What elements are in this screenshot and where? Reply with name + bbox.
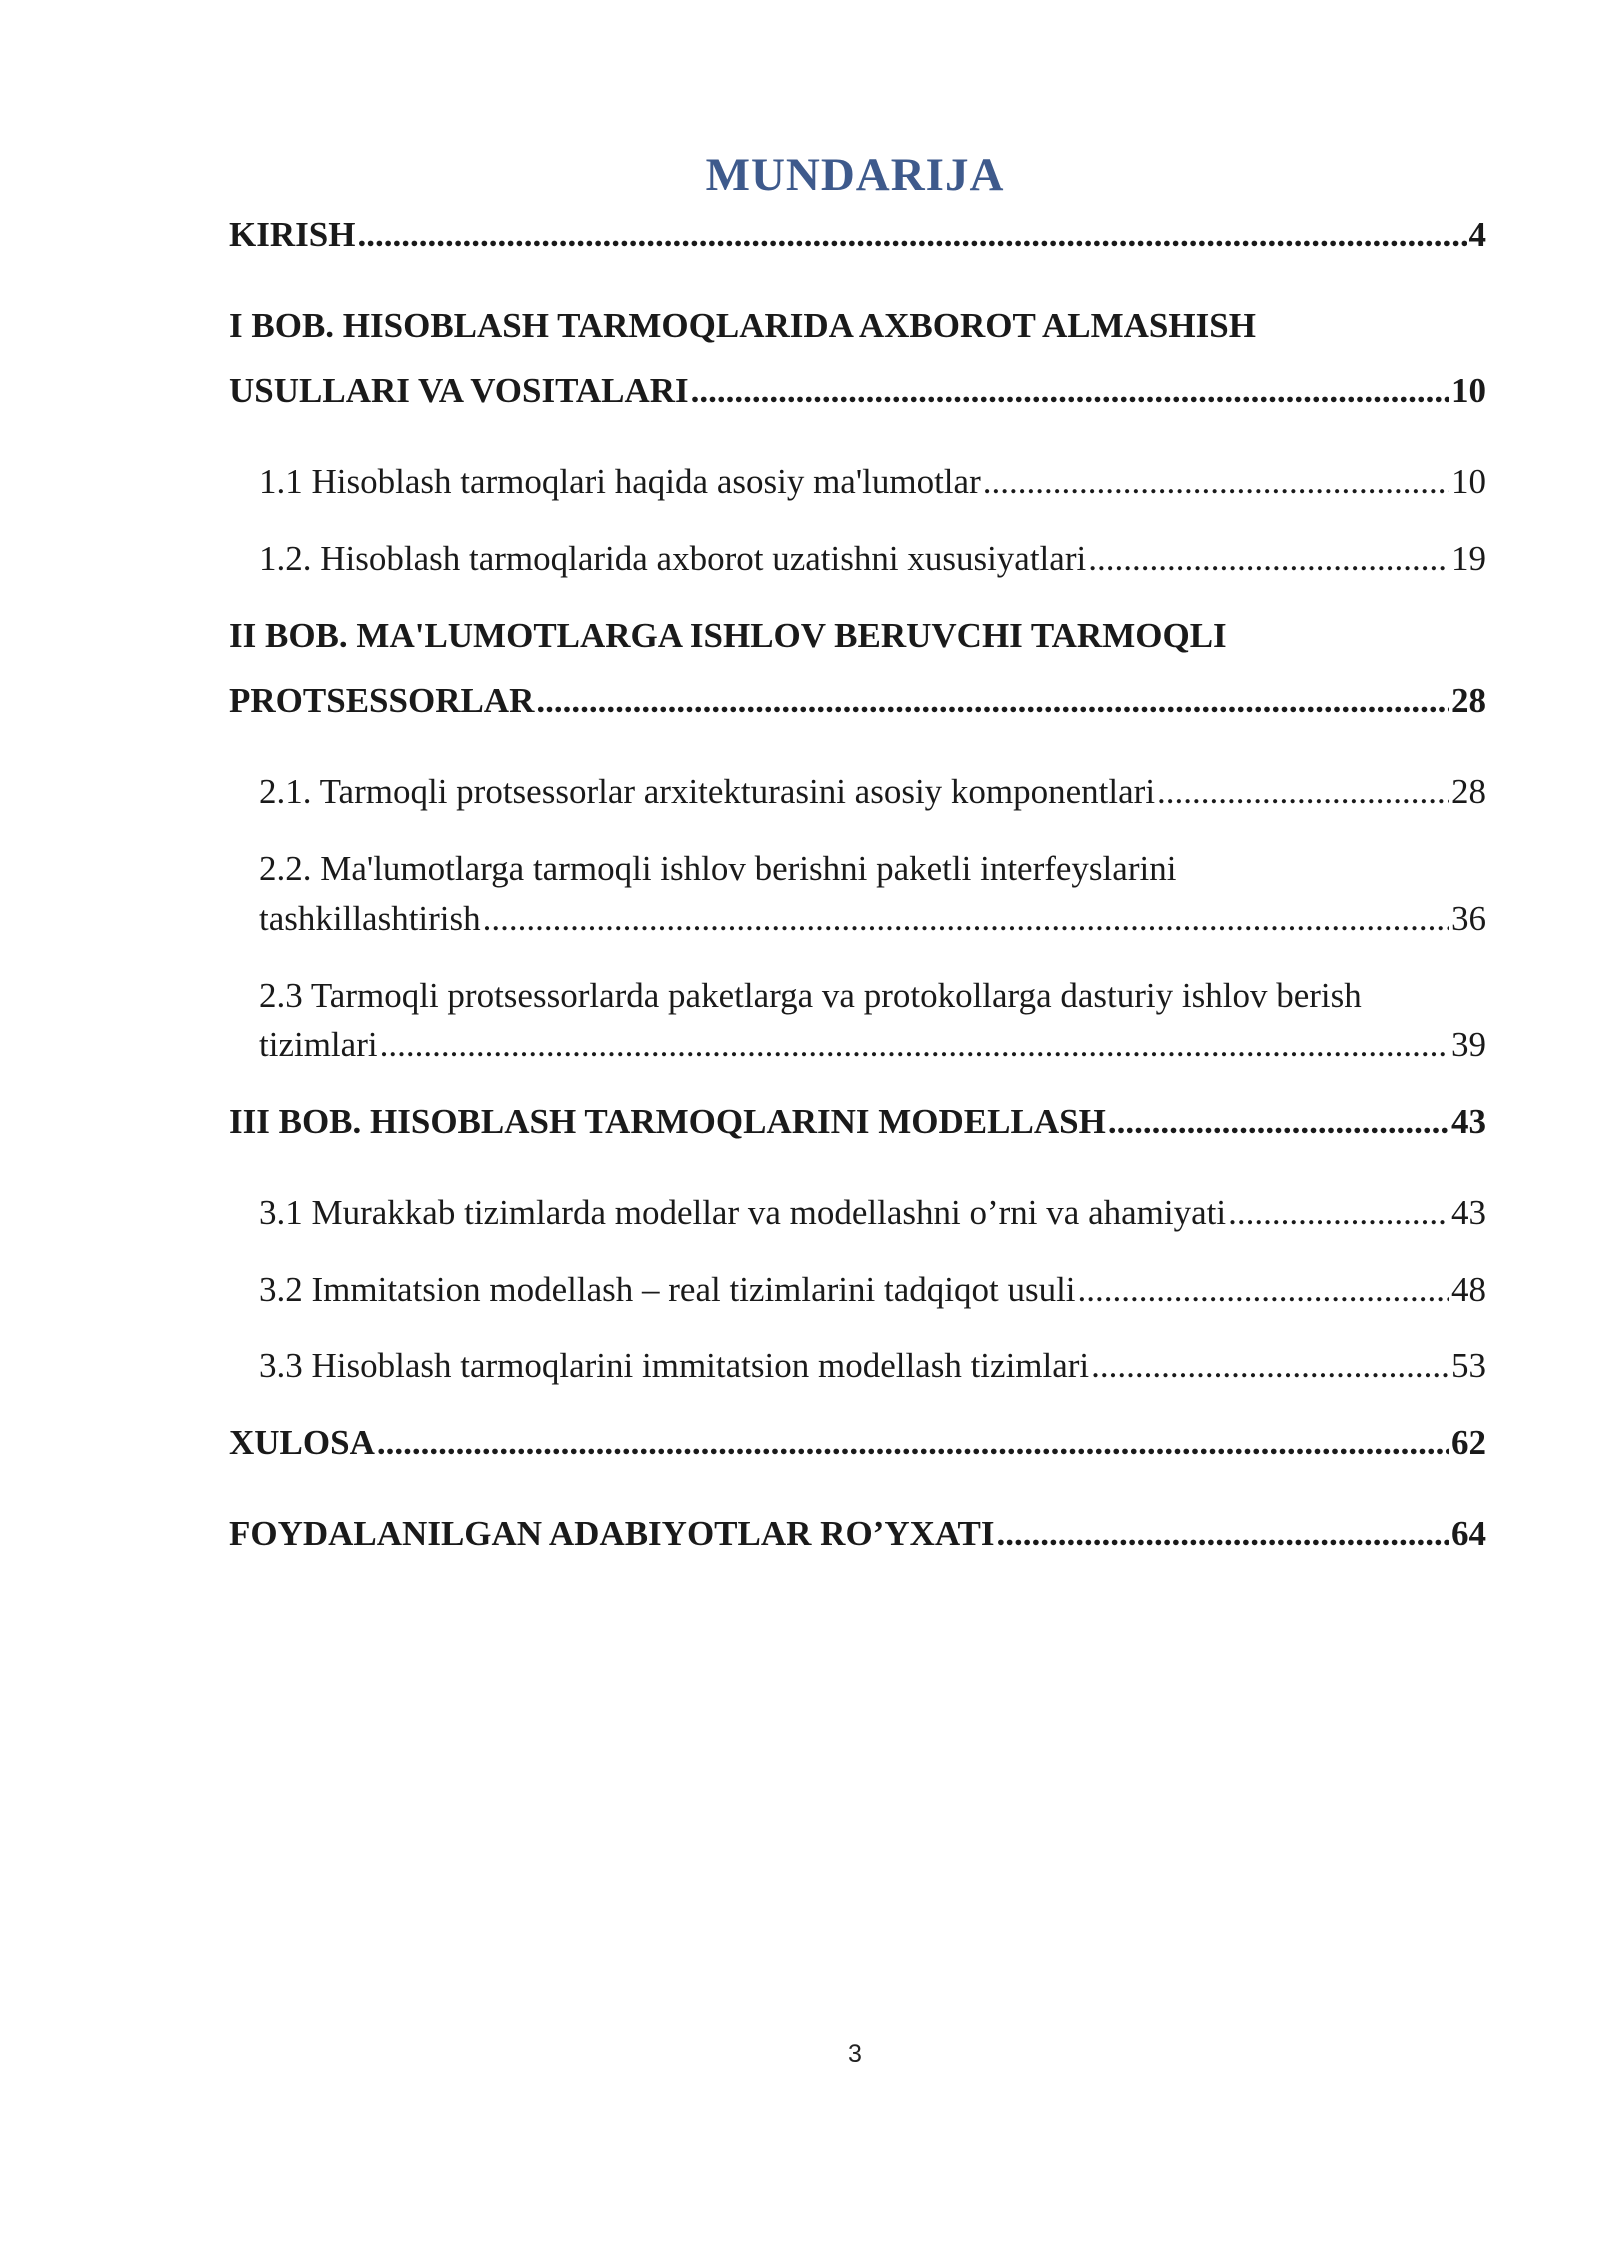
- toc-chapter-1-title-line1[interactable]: [229, 306, 1486, 346]
- toc-entry-text: USULLARI VA VOSITALARI: [229, 371, 689, 410]
- toc-entry-page: 10: [1451, 371, 1486, 410]
- toc-entry-page: 39: [1451, 1025, 1486, 1064]
- toc-entry-adabiyotlar[interactable]: [229, 1514, 1486, 1554]
- toc-section-3-1[interactable]: [259, 1193, 1486, 1233]
- toc-section-3-2[interactable]: [259, 1270, 1486, 1310]
- toc-section-2-3-line2[interactable]: [259, 1025, 1486, 1065]
- toc-entry-page: 19: [1451, 539, 1486, 578]
- toc-entry-text: III BOB. HISOBLASH TARMOQLARINI MODELLASH: [229, 1102, 1106, 1141]
- toc-entry-text: XULOSA: [229, 1423, 375, 1462]
- dot-leader: [483, 899, 1449, 939]
- toc-section-2-2-line2[interactable]: [259, 899, 1486, 939]
- toc-entry-page: 28: [1451, 772, 1486, 811]
- toc-entry-page: 43: [1451, 1193, 1486, 1232]
- toc-entry-text: 3.3 Hisoblash tarmoqlarini immitatsion modellash tizimlari: [259, 1346, 1090, 1385]
- toc-entry-text: 2.2. Ma'lumotlarga tarmoqli ishlov berishni paketli interfeyslarini: [259, 849, 1177, 888]
- dot-leader: [536, 681, 1449, 721]
- toc-entry-page: 48: [1451, 1270, 1486, 1309]
- dot-leader: [1228, 1193, 1449, 1233]
- toc-entry-text: tizimlari: [259, 1025, 378, 1064]
- toc-entry-page: 28: [1451, 681, 1486, 720]
- dot-leader: [691, 371, 1449, 411]
- toc-entry-page: 53: [1451, 1346, 1486, 1385]
- toc-entry-text: KIRISH: [229, 215, 356, 254]
- dot-leader: [377, 1423, 1449, 1463]
- toc-section-3-3[interactable]: [259, 1346, 1486, 1386]
- toc-chapter-1-title-line2[interactable]: [229, 371, 1486, 411]
- dot-leader: [1108, 1102, 1449, 1142]
- toc-entry-text: I BOB. HISOBLASH TARMOQLARIDA AXBOROT ALMASHISH: [229, 306, 1256, 345]
- toc-chapter-3[interactable]: [229, 1102, 1486, 1142]
- toc-entry-text: 1.1 Hisoblash tarmoqlari haqida asosiy ma'lumotlar: [259, 462, 981, 501]
- toc-entry-text: 2.3 Tarmoqli protsessorlarda paketlarga va protokollarga dasturiy ishlov berish: [259, 976, 1362, 1015]
- toc-entry-page: 64: [1451, 1514, 1486, 1553]
- dot-leader: [983, 462, 1449, 502]
- toc-entry-text: II BOB. MA'LUMOTLARGA ISHLOV BERUVCHI TARMOQLI: [229, 616, 1227, 655]
- dot-leader: [997, 1514, 1449, 1554]
- toc-section-2-1[interactable]: [259, 772, 1486, 812]
- toc-section-1-1[interactable]: [259, 462, 1486, 502]
- toc-entry-text: 2.1. Tarmoqli protsessorlar arxitekturasini asosiy komponentlari: [259, 772, 1156, 811]
- toc-section-2-2-line1[interactable]: [259, 849, 1486, 889]
- dot-leader: [1091, 1346, 1449, 1386]
- toc-entry-page: 10: [1451, 462, 1486, 501]
- toc-entry-page: 43: [1451, 1102, 1486, 1141]
- dot-leader: [1088, 539, 1449, 579]
- toc-section-1-2[interactable]: [259, 539, 1486, 579]
- toc-entry-text: tashkillashtirish: [259, 899, 481, 938]
- dot-leader: [1157, 772, 1449, 812]
- toc-chapter-2-title-line2[interactable]: [229, 681, 1486, 721]
- page-number: 3: [848, 2040, 862, 2068]
- toc-entry-text: FOYDALANILGAN ADABIYOTLAR RO’YXATI: [229, 1514, 995, 1553]
- toc-entry-page: 36: [1451, 899, 1486, 938]
- toc-entry-text: 1.2. Hisoblash tarmoqlarida axborot uzatishni xususiyatlari: [259, 539, 1087, 578]
- toc-entry-page: 62: [1451, 1423, 1486, 1462]
- toc-chapter-2-title-line1[interactable]: [229, 616, 1486, 656]
- page-title: MUNDARIJA: [705, 149, 1005, 201]
- toc-entry-xulosa[interactable]: [229, 1423, 1486, 1463]
- toc-entry-text: 3.2 Immitatsion modellash – real tizimlarini tadqiqot usuli: [259, 1270, 1076, 1309]
- toc-entry-kirish[interactable]: [229, 215, 1486, 255]
- dot-leader: [357, 215, 1466, 255]
- dot-leader: [380, 1025, 1449, 1065]
- toc-entry-text: 3.1 Murakkab tizimlarda modellar va modellashni o’rni va ahamiyati: [259, 1193, 1227, 1232]
- toc-section-2-3-line1[interactable]: [259, 976, 1486, 1016]
- dot-leader: [1078, 1270, 1449, 1310]
- toc-entry-text: PROTSESSORLAR: [229, 681, 535, 720]
- toc-entry-page: 4: [1468, 215, 1486, 254]
